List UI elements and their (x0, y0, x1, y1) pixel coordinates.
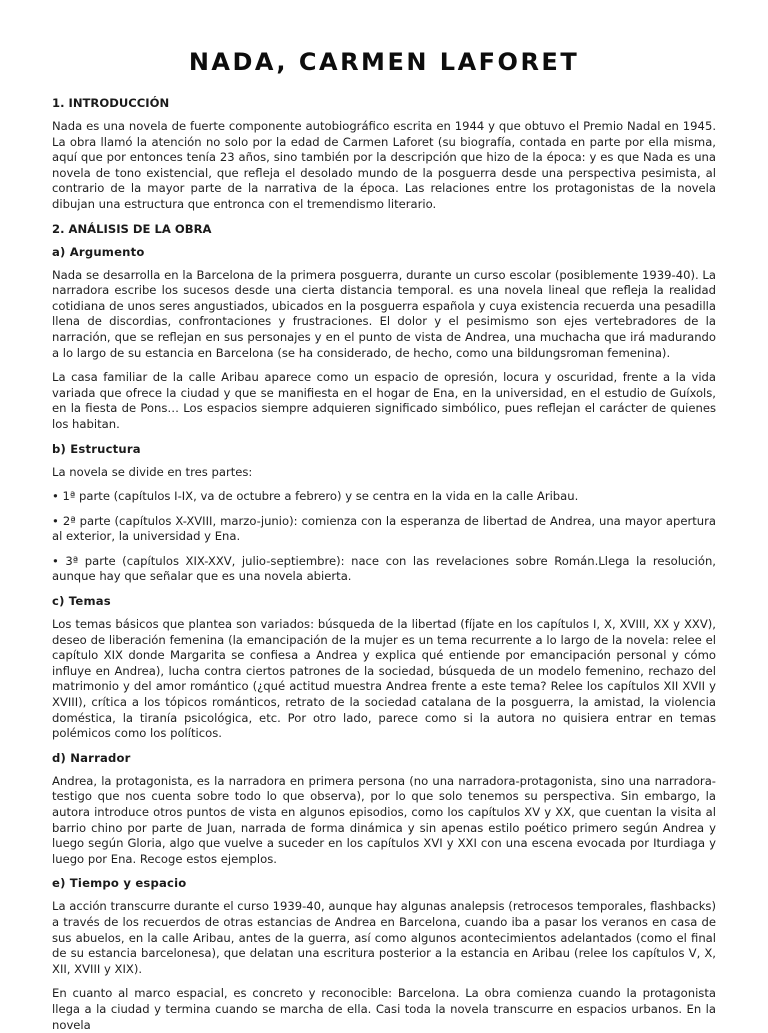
argumento-paragraph-2: La casa familiar de la calle Aribau aparece como un espacio de opresión, locura y oscuridad, frente a la vida variada que ofrece la ciudad y que se manifiesta en el hogar de Ena, en la universidad, en el estudio de Guíxols, en la fiesta de Pons… Los espacios siempre adquieren significado simbólico, pues reflejan el carácter de quienes los habitan. (52, 370, 716, 431)
estructura-bullet-3: • 3ª parte (capítulos XIX-XXV, julio-septiembre): nace con las revelaciones sobre Román.Llega la resolución, aunque hay que señalar que es una novela abierta. (52, 553, 716, 584)
argumento-paragraph-1: Nada se desarrolla en la Barcelona de la primera posguerra, durante un curso escolar (posiblemente 1939-40). La narradora escribe los sucesos desde una cierta distancia temporal. es una novela lineal que refleja la realidad cotidiana de unos seres angustiados, ubicados en la posguerra española y cuya existencia recuerda una pesadilla llena de discordias, confrontaciones y frustraciones. El dolor y el pesimismo son ejes vertebradores de la narración, que se reflejan en sus personajes y en el punto de vista de Andrea, una muchacha que irá madurando a lo largo de su estancia en Barcelona (se ha considerado, de hecho, como una bildungsroman femenina). (52, 267, 716, 360)
document-title: NADA, CARMEN LAFORET (188, 48, 580, 76)
subheading-argumento: a) Argumento (52, 244, 145, 259)
estructura-bullet-1: • 1ª parte (capítulos I-IX, va de octubre a febrero) y se centra en la vida en la calle Aribau. (52, 489, 579, 504)
narrador-paragraph: Andrea, la protagonista, es la narradora en primera persona (no una narradora-protagonista, sino una narradora-testigo que nos cuenta sobre todo lo que observa), por lo que solo tenemos su perspectiva. Sin embargo, la autora introduce otros puntos de vista en algunos episodios, como los capítulos XV y XX, que cuentan la visita al barrio chino por parte de Juan, narrada de forma dinámica y sin apenas estilo poético primero según Andrea y luego según Gloria, algo que vuelve a suceder en los capítulos XVI y XXI con una escena evocada por Iturdiaga y luego por Ena. Recoge estos ejemplos. (52, 773, 716, 866)
temas-paragraph: Los temas básicos que plantea son variados: búsqueda de la libertad (fíjate en los capítulos I, X, XVIII, XX y XXV), deseo de liberación femenina (la emancipación de la mujer es un tema recurrente a lo largo de la novela: relee el capítulo XIX donde Margarita se confiesa a Andrea y explica qué entiende por emancipación personal y cómo influye en Andrea), lucha contra ciertos patrones de la sociedad, búsqueda de un modelo femenino, rechazo del matrimonio y del amor romántico (¿qué actitud muestra Andrea frente a este tema? Relee los capítulos XII XVII y XVIII), crítica a los tópicos románticos, retrato de la sociedad catalana de la posguerra, la amistad, la violencia doméstica, la tiranía psicológica, etc. Por otro lado, parece como si la autora no quisiera entrar en temas polémicos como los políticos. (52, 617, 716, 741)
section-heading-analisis: 2. ANÁLISIS DE LA OBRA (52, 221, 212, 236)
intro-paragraph: Nada es una novela de fuerte componente autobiográfico escrita en 1944 y que obtuvo el Premio Nadal en 1945. La obra llamó la atención no solo por la edad de Carmen Laforet (su biografía, contada en parte por ella misma, aquí que por entonces tenía 23 años, sino también por la descripción que hizo de la época: y es que Nada es una novela de tono existencial, que refleja el desolado mundo de la posguerra desde una perspectiva pesimista, al contrario de la mayor parte de la narrativa de la época. Las relaciones entre los protagonistas de la novela dibujan una estructura que entronca con el tremendismo literario. (52, 119, 716, 211)
section-heading-introduccion: 1. INTRODUCCIÓN (52, 96, 170, 110)
subheading-temas: c) Temas (52, 594, 111, 609)
subheading-estructura: b) Estructura (52, 441, 141, 456)
tiempo-paragraph-1: La acción transcurre durante el curso 1939-40, aunque hay algunas analepsis (retrocesos temporales, flashbacks) a través de los recuerdos de otras estancias de Andrea en Barcelona, cuando iba a pasar los veranos en casa de sus abuelos, en la calle Aribau, antes de la guerra, así como algunos acontecimientos adelantados (como el final de su estancia barcelonesa), que delatan una escritura posterior a la estancia en Aribau (relee los capítulos V, X, XII, XVIII y XIX). (52, 899, 716, 976)
estructura-bullet-2: • 2ª parte (capítulos X-XVIII, marzo-junio): comienza con la esperanza de libertad de Andrea, una mayor apertura al exterior, la universidad y Ena. (52, 513, 716, 544)
subheading-narrador: d) Narrador (52, 750, 131, 765)
subheading-tiempo-espacio: e) Tiempo y espacio (52, 876, 187, 891)
tiempo-paragraph-2: En cuanto al marco espacial, es concreto y reconocible: Barcelona. La obra comienza cuando la protagonista llega a la ciudad y termina cuando se marcha de ella. Casi toda la novela transcurre en espacios urbanos. En la novela (52, 986, 716, 1032)
estructura-paragraph: La novela se divide en tres partes: (52, 464, 253, 479)
